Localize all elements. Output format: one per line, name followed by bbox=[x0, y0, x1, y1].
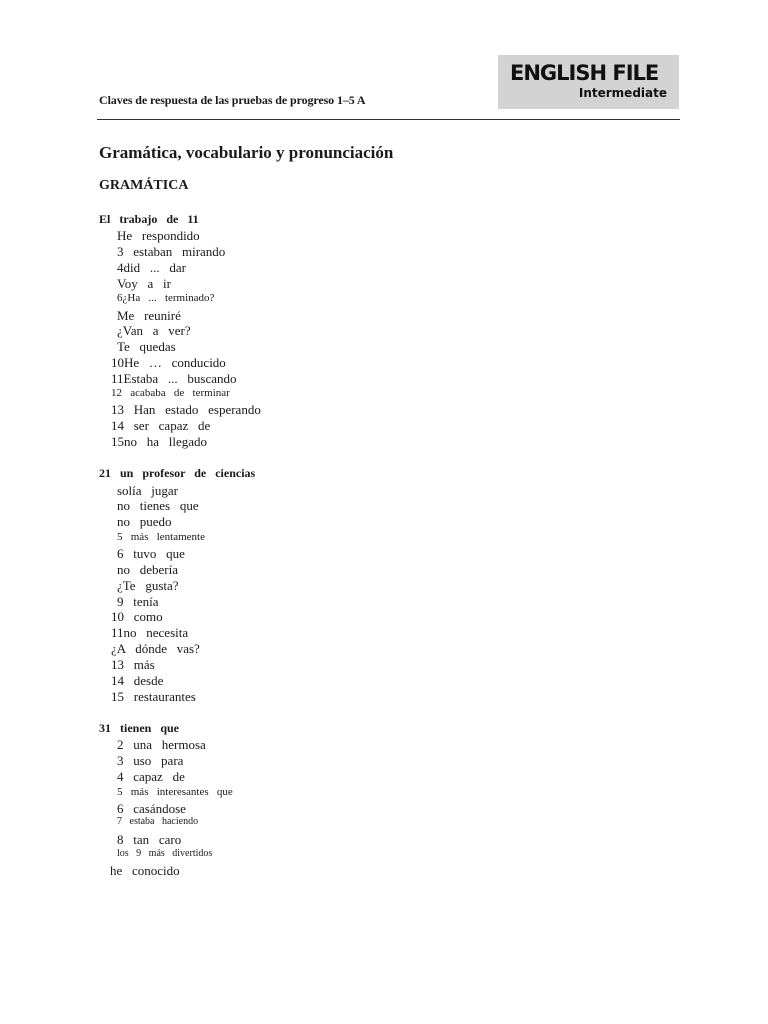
exercise-3-answer: he conocido bbox=[110, 863, 180, 878]
exercise-1-answer: Te quedas bbox=[117, 339, 176, 354]
exercise-2-answer: ¿A dónde vas? bbox=[111, 641, 200, 656]
subsection-title: GRAMÁTICA bbox=[99, 178, 189, 193]
exercise-1-answer: 10He … conducido bbox=[111, 355, 226, 370]
exercise-3-answer: 8 tan caro bbox=[117, 832, 182, 847]
exercise-2-answer: 6 tuvo que bbox=[117, 546, 185, 561]
exercise-1-answer: 3 estaban mirando bbox=[117, 244, 226, 259]
exercise-2-heading: 21 un profesor de ciencias bbox=[99, 466, 256, 480]
exercise-1-answer: 11Estaba ... buscando bbox=[111, 371, 237, 386]
exercise-3-answer: 3 uso para bbox=[117, 753, 184, 768]
exercise-1-answer: Voy a ir bbox=[117, 276, 171, 291]
section-title: Gramática, vocabulario y pronunciación bbox=[99, 143, 394, 162]
exercise-1-answer: 4did ... dar bbox=[117, 260, 186, 275]
exercise-1-answer: 13 Han estado esperando bbox=[111, 402, 261, 417]
exercise-1-answer: 6¿Ha ... terminado? bbox=[117, 292, 215, 304]
exercise-2-answer: 14 desde bbox=[111, 673, 164, 688]
exercise-2-answer: no tienes que bbox=[117, 498, 199, 513]
exercise-3-answer: los 9 más divertidos bbox=[117, 848, 213, 859]
exercise-2-answer: no puedo bbox=[117, 514, 172, 529]
exercise-1-answer: 12 acababa de terminar bbox=[111, 387, 230, 399]
exercise-1-answer: ¿Van a ver? bbox=[117, 323, 191, 338]
exercise-2-answer: 5 más lentamente bbox=[117, 531, 205, 543]
exercise-2-answer: ¿Te gusta? bbox=[117, 578, 179, 593]
exercise-2-answer: 9 tenía bbox=[117, 594, 159, 609]
exercise-3-answer: 2 una hermosa bbox=[117, 737, 206, 752]
exercise-3-answer: 5 más interesantes que bbox=[117, 786, 233, 798]
exercise-1-answer: 15no ha llegado bbox=[111, 434, 208, 449]
exercise-2-answer: 11no necesita bbox=[111, 625, 189, 640]
exercise-2-answer: no debería bbox=[117, 562, 179, 577]
exercise-2-answer: 15 restaurantes bbox=[111, 689, 196, 704]
exercise-3-heading: 31 tienen que bbox=[99, 721, 180, 735]
exercise-3-answer: 6 casándose bbox=[117, 801, 186, 816]
exercise-1-answer: 14 ser capaz de bbox=[111, 418, 211, 433]
exercise-2-answer: 13 más bbox=[111, 657, 155, 672]
exercise-2-answer: 10 como bbox=[111, 609, 163, 624]
exercise-1-answer: Me reuniré bbox=[117, 308, 181, 323]
exercise-1-heading: El trabajo de 11 bbox=[99, 212, 199, 226]
exercise-1-answer: He respondido bbox=[117, 228, 200, 243]
exercise-3-answer: 7 estaba haciendo bbox=[117, 816, 199, 827]
logo-sub-text: Intermediate bbox=[578, 86, 667, 100]
logo-main-text: ENGLISH FILE bbox=[510, 61, 659, 85]
header-title: Claves de respuesta de las pruebas de progreso 1–5 A bbox=[99, 93, 366, 107]
exercise-2-answer: solía jugar bbox=[117, 483, 179, 498]
exercise-3-answer: 4 capaz de bbox=[117, 769, 185, 784]
